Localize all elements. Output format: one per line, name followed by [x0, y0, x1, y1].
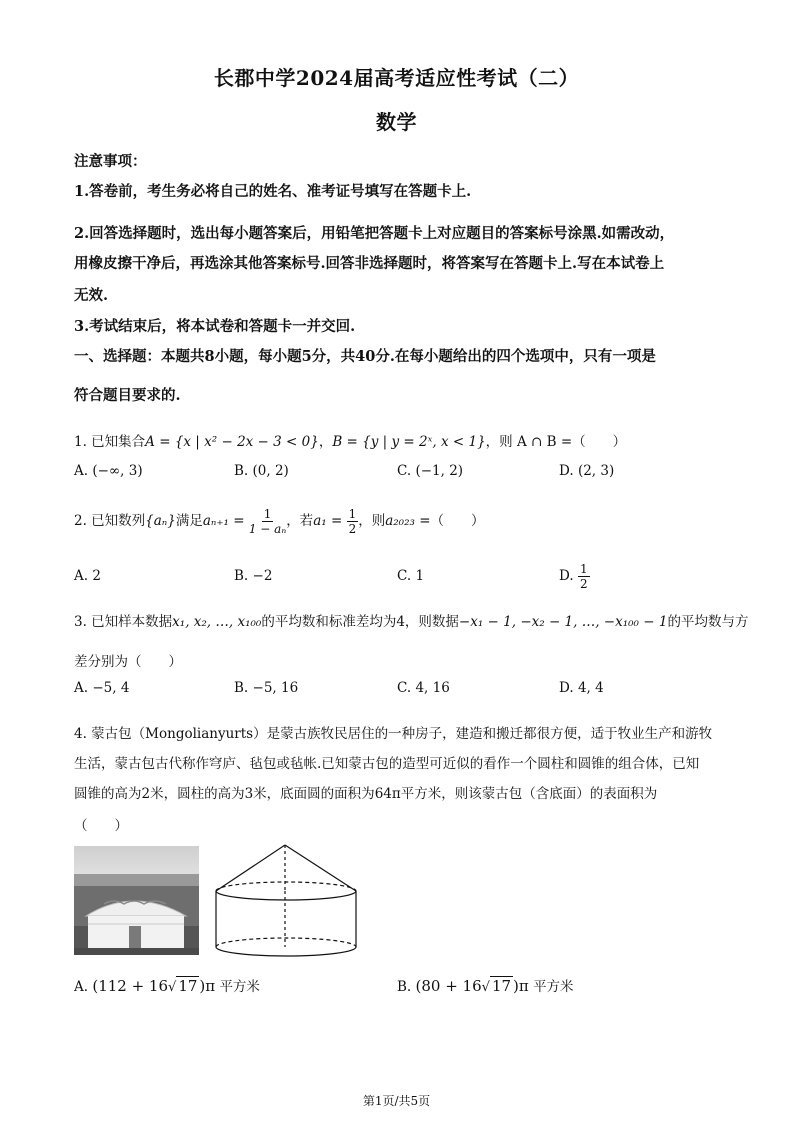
bottom-ellipse-back: [216, 938, 356, 947]
notice-item-1: 1.答卷前，考生务必将自己的姓名、准考证号填写在答题卡上.: [74, 183, 472, 200]
top-ellipse-back: [216, 882, 356, 891]
question-3-data-2: −x₁ − 1, −x₂ − 1, …, −x₁₀₀ − 1: [458, 614, 668, 630]
question-4-line-1: 4. 蒙古包（Mongolianyurts）是蒙古族牧民居住的一种房子，建造和搬迁都很方便，适于牧业生产和游牧: [74, 726, 713, 742]
question-3-line-2: 差分别为（ ）: [74, 654, 182, 670]
question-4-option-b: B. (80 + 16√ 17 )π 平方米: [397, 977, 574, 995]
question-3-line-1: 3. 已知样本数据x₁, x₂, …, x₁₀₀的平均数和标准差均为4，则数据−x₁ − 1, −x₂ − 1, …, −x₁₀₀ − 1的平均数与方: [74, 614, 749, 630]
page-footer: 第1页/共5页: [362, 1094, 431, 1108]
exam-title: 长郡中学2024届高考适应性考试（二）: [213, 66, 580, 90]
question-1-set-b: B = {y | y = 2ˣ, x < 1}: [332, 434, 486, 450]
question-2-recurrence-lhs: aₙ₊₁ =: [202, 513, 245, 529]
yurt-photo: [74, 846, 199, 955]
question-2-mid: 满足: [175, 513, 203, 529]
question-3-option-a: A. −5, 4: [74, 680, 130, 696]
question-1-option-c: C. (−1, 2): [397, 463, 464, 479]
yurt-geometry-figure: [210, 843, 365, 960]
question-4-option-a: A. (112 + 16√ 17 )π 平方米: [74, 977, 260, 995]
cone-left-edge: [216, 845, 285, 891]
question-1-separator: ，: [318, 434, 333, 450]
top-ellipse-front: [216, 891, 356, 900]
subject-title: 数学: [376, 110, 417, 134]
question-2-stem: [74, 506, 485, 536]
question-1-option-b: B. (0, 2): [234, 463, 289, 479]
question-2-condition: ，若: [286, 513, 314, 529]
question-4-line-4: （ ）: [74, 818, 128, 834]
section-heading-line-1: 一、选择题：本题共8小题，每小题5分，共40分.在每小题给出的四个选项中，只有一项是: [74, 348, 656, 365]
bottom-ellipse-front: [216, 947, 356, 956]
question-3-option-d: D. 4, 4: [559, 680, 604, 696]
question-2-a1: a₁ =: [313, 513, 343, 529]
section-heading-line-2: 符合题目要求的.: [74, 387, 181, 404]
question-2-ask: ，则: [358, 513, 386, 529]
question-2-target: a₂₀₂₃ =: [385, 513, 431, 529]
question-2-option-b: B. −2: [234, 568, 273, 584]
cone-right-edge: [285, 845, 356, 891]
question-3-option-b: B. −5, 16: [234, 680, 299, 696]
question-2-prefix: 2. 已知数列: [74, 513, 146, 529]
question-2-a1-fraction: $\frac{1}{2}$: [348, 507, 357, 536]
question-4-line-3: 圆锥的高为2米，圆柱的高为3米，底面圆的面积为64π平方米，则该蒙古包（含底面）的表面积为: [74, 786, 658, 802]
question-2-option-c: C. 1: [397, 568, 425, 584]
question-1-prefix: 1. 已知集合: [74, 434, 146, 450]
question-1-option-a: A. (−∞, 3): [74, 463, 143, 479]
question-2-sequence: {aₙ}: [145, 513, 176, 529]
question-1-set-a: A = {x | x² − 2x − 3 < 0}: [145, 434, 319, 450]
question-2-recurrence-fraction: $\frac{1}{\text{1 − aₙ}}$: [248, 507, 287, 536]
question-2-option-d: D. $\frac{1}{2}$: [559, 562, 588, 591]
question-1-stem: [74, 430, 626, 450]
question-2-blank: （ ）: [430, 513, 485, 529]
question-3-data-1: x₁, x₂, …, x₁₀₀: [172, 614, 262, 630]
question-1-option-d: D. (2, 3): [559, 463, 615, 479]
notice-item-3: 3.考试结束后，将本试卷和答题卡一并交回.: [74, 318, 356, 335]
question-3-option-c: C. 4, 16: [397, 680, 450, 696]
question-2-option-a: A. 2: [74, 568, 101, 584]
notice-item-2-line-1: 2.回答选择题时，选出每小题答案后，用铅笔把答题卡上对应题目的答案标号涂黑.如需改动，: [74, 225, 675, 242]
question-4-area: 64π: [374, 786, 401, 802]
notice-item-2-line-2: 用橡皮擦干净后，再选涂其他答案标号.回答非选择题时，将答案写在答题卡上.写在本试卷上: [74, 255, 665, 272]
notice-heading: 注意事项：: [74, 153, 147, 170]
notice-item-2-line-3: 无效.: [74, 287, 109, 304]
question-1-ask: ，则 A ∩ B =（ ）: [485, 434, 627, 450]
question-4-line-2: 生活，蒙古包古代称作穹庐、毡包或毡帐.已知蒙古包的造型可近似的看作一个圆柱和圆锥的组合体，已知: [74, 756, 700, 772]
